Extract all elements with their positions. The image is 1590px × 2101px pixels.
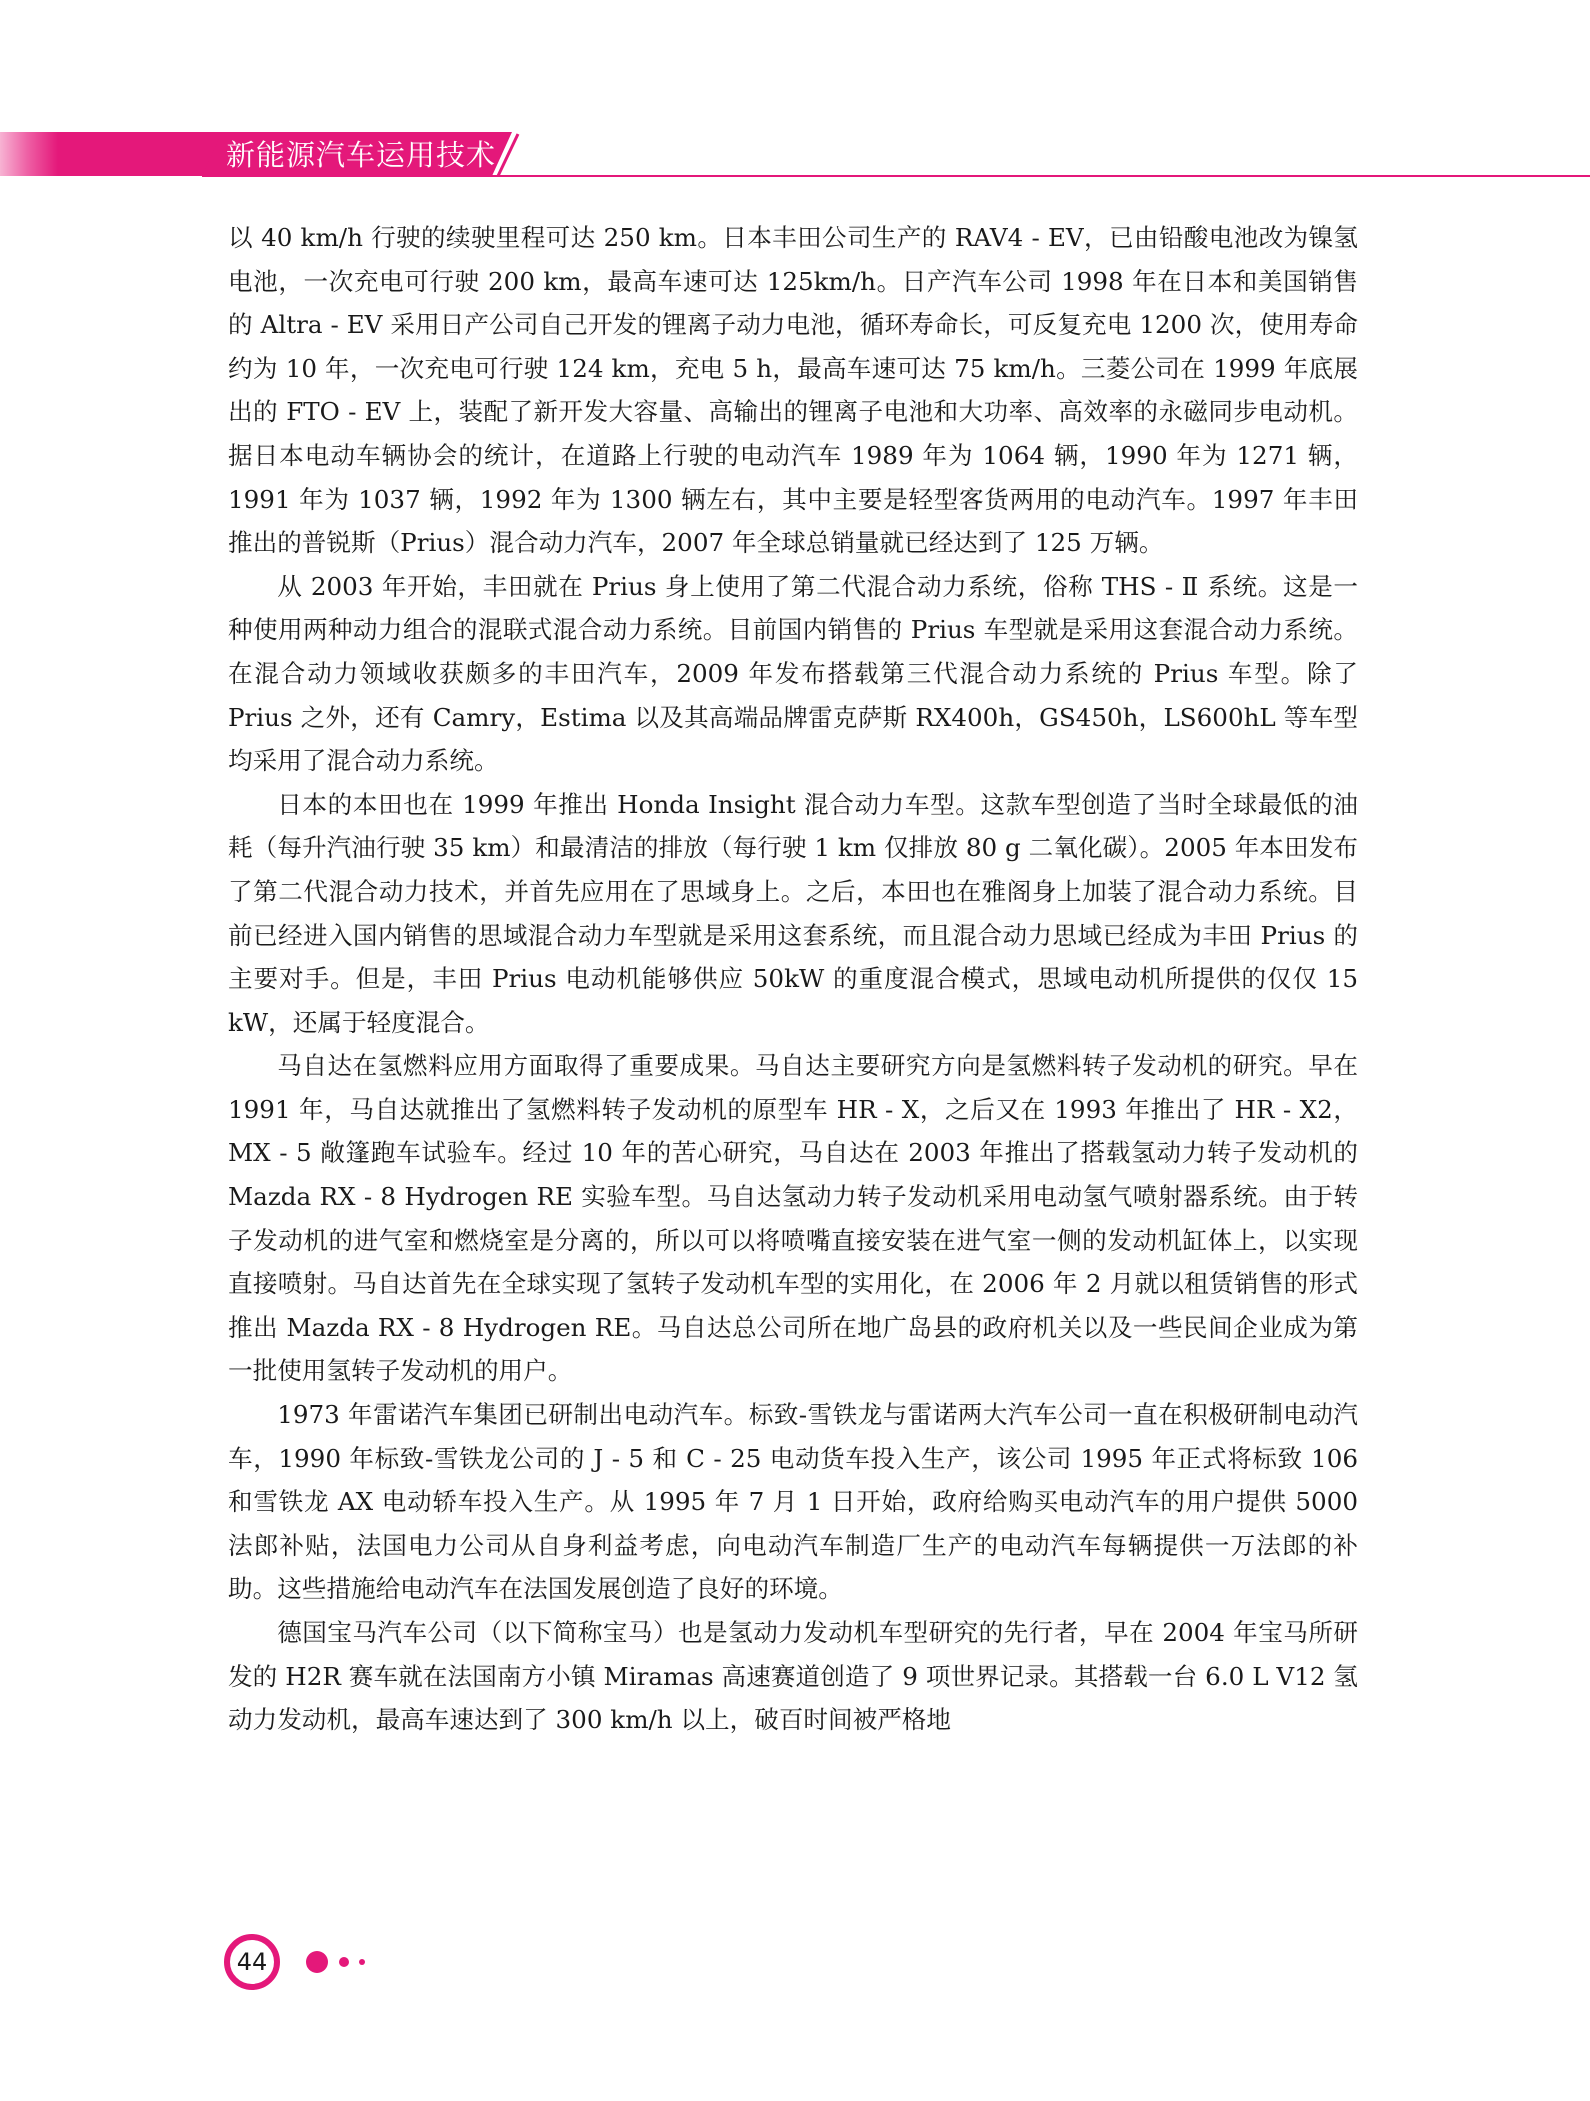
decor-dot-small bbox=[359, 1959, 365, 1965]
page-number-label: 44 bbox=[236, 1948, 268, 1976]
decor-dot-medium bbox=[339, 1957, 349, 1967]
running-header-title: 新能源汽车运用技术 bbox=[226, 138, 497, 172]
paragraph-4: 马自达在氢燃料应用方面取得了重要成果。马自达主要研究方向是氢燃料转子发动机的研究。早在 1991 年，马自达就推出了氢燃料转子发动机的原型车 HR - X，之后又在 1993 年推出了 HR - X2，MX - 5 敞篷跑车试验车。经过 10 年的苦心研究，马自达在 2003 年推出了搭载氢动力转子发动机的 Mazda RX - 8 Hydrogen RE 实验车型。马自达氢动力转子发动机采用电动氢气喷射器系统。由于转子发动机的进气室和燃烧室是分离的，所以可以将喷嘴直接安装在进气室一侧的发动机缸体上，以实现直接喷射。马自达首先在全球实现了氢转子发动机车型的实用化，在 2006 年 2 月就以租赁销售的形式推出 Mazda RX - 8 Hydrogen RE。马自达总公司所在地广岛县的政府机关以及一些民间企业成为第一批使用氢转子发动机的用户。 bbox=[228, 1051, 1358, 1386]
decor-dot-large bbox=[306, 1951, 328, 1973]
paragraph-3: 日本的本田也在 1999 年推出 Honda Insight 混合动力车型。这款车型创造了当时全球最低的油耗（每升汽油行驶 35 km）和最清洁的排放（每行驶 1 km 仅排放 80 g 二氧化碳）。2005 年本田发布了第二代混合动力技术，并首先应用在了思域身上。之后，本田也在雅阁身上加装了混合动力系统。目前已经进入国内销售的思域混合动力车型就是采用这套系统，而且混合动力思域已经成为丰田 Prius 的主要对手。但是，丰田 Prius 电动机能够供应 50kW 的重度混合模式，思域电动机所提供的仅仅 15 kW，还属于轻度混合。 bbox=[228, 789, 1358, 1037]
page-number bbox=[224, 1934, 280, 1990]
page-footer bbox=[214, 1926, 414, 2006]
paragraph-5: 1973 年雷诺汽车集团已研制出电动汽车。标致-雪铁龙与雷诺两大汽车公司一直在积极研制电动汽车，1990 年标致-雪铁龙公司的 J - 5 和 C - 25 电动货车投入生产，该公司 1995 年正式将标致 106 和雪铁龙 AX 电动轿车投入生产。从 1995 年 7 月 1 日开始，政府给购买电动汽车的用户提供 5000 法郎补贴，法国电力公司从自身利益考虑，向电动汽车制造厂生产的电动汽车每辆提供一万法郎的补助。这些措施给电动汽车在法国发展创造了良好的环境。 bbox=[228, 1400, 1358, 1604]
paragraph-2: 从 2003 年开始，丰田就在 Prius 身上使用了第二代混合动力系统，俗称 THS - Ⅱ 系统。这是一种使用两种动力组合的混联式混合动力系统。目前国内销售的 Prius 车型就是采用这套混合动力系统。在混合动力领域收获颇多的丰田汽车，2009 年发布搭载第三代混合动力系统的 Prius 车型。除了 Prius 之外，还有 Camry，Estima 以及其高端品牌雷克萨斯 RX400h，GS450h，LS600hL 等车型均采用了混合动力系统。 bbox=[228, 571, 1358, 776]
body-text bbox=[228, 216, 1358, 1742]
paragraph-6: 德国宝马汽车公司（以下简称宝马）也是氢动力发动机车型研究的先行者，早在 2004 年宝马所研发的 H2R 赛车就在法国南方小镇 Miramas 高速赛道创造了 9 项世界记录。其搭载一台 6.0 L V12 氢动力发动机，最高车速达到了 300 km/h 以上，破百时间被严格地 bbox=[228, 1618, 1358, 1735]
paragraph-1: 以 40 km/h 行驶的续驶里程可达 250 km。日本丰田公司生产的 RAV4 - EV，已由铅酸电池改为镍氢电池，一次充电可行驶 200 km，最高车速可达 125km/h。日产汽车公司 1998 年在日本和美国销售的 Altra - EV 采用日产公司自己开发的锂离子动力电池，循环寿命长，可反复充电 1200 次，使用寿命约为 10 年，一次充电可行驶 124 km，充电 5 h，最高车速可达 75 km/h。三菱公司在 1999 年底展出的 FTO - EV 上，装配了新开发大容量、高输出的锂离子电池和大功率、高效率的永磁同步电动机。据日本电动车辆协会的统计，在道路上行驶的电动汽车 1989 年为 1064 辆，1990 年为 1271 辆，1991 年为 1037 辆，1992 年为 1300 辆左右，其中主要是轻型客货两用的电动汽车。1997 年丰田推出的普锐斯（Prius）混合动力汽车，2007 年全球总销量就已经达到了 125 万辆。 bbox=[228, 223, 1358, 558]
